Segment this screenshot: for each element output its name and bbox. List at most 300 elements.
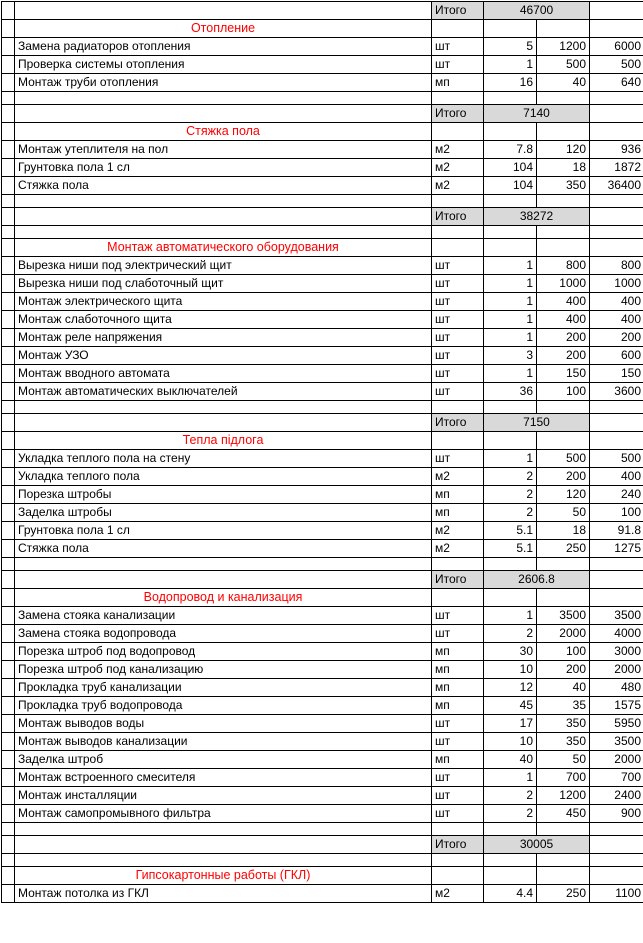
item-name-cell[interactable]: Монтаж реле напряжения [15, 329, 432, 347]
total-cell[interactable] [590, 414, 643, 432]
price-cell[interactable]: 150 [537, 365, 590, 383]
description-cell[interactable] [15, 195, 432, 208]
quantity-cell[interactable]: 36 [484, 383, 537, 401]
row-margin-cell[interactable] [2, 365, 15, 383]
item-name-cell[interactable]: Замена стояка водопровода [15, 625, 432, 643]
item-name-cell[interactable]: Стяжка пола [15, 540, 432, 558]
unit-cell[interactable] [432, 823, 484, 836]
description-cell[interactable] [15, 836, 432, 854]
unit-cell[interactable]: м2 [432, 177, 484, 195]
row-margin-cell[interactable] [2, 643, 15, 661]
row-margin-cell[interactable] [2, 159, 15, 177]
quantity-cell[interactable]: 4.4 [484, 885, 537, 903]
item-name-cell[interactable]: Заделка штробы [15, 504, 432, 522]
price-cell[interactable] [537, 195, 590, 208]
row-margin-cell[interactable] [2, 769, 15, 787]
total-cell[interactable]: 6000 [590, 38, 643, 56]
unit-cell[interactable]: шт [432, 275, 484, 293]
total-cell[interactable] [590, 867, 643, 885]
total-cell[interactable] [590, 92, 643, 105]
section-title-cell[interactable]: Водопровод и канализация [15, 589, 432, 607]
row-margin-cell[interactable] [2, 733, 15, 751]
unit-cell[interactable]: шт [432, 38, 484, 56]
quantity-cell[interactable] [484, 854, 537, 867]
item-name-cell[interactable]: Стяжка пола [15, 177, 432, 195]
unit-cell[interactable] [432, 195, 484, 208]
unit-cell[interactable]: мп [432, 74, 484, 92]
price-cell[interactable]: 200 [537, 347, 590, 365]
price-cell[interactable] [537, 20, 590, 38]
unit-cell[interactable]: шт [432, 769, 484, 787]
unit-cell[interactable]: шт [432, 733, 484, 751]
total-cell[interactable]: 4000 [590, 625, 643, 643]
quantity-cell[interactable]: 10 [484, 733, 537, 751]
row-margin-cell[interactable] [2, 504, 15, 522]
description-cell[interactable] [15, 571, 432, 589]
unit-cell[interactable]: шт [432, 329, 484, 347]
unit-cell[interactable]: м2 [432, 522, 484, 540]
item-name-cell[interactable]: Монтаж встроенного смесителя [15, 769, 432, 787]
item-name-cell[interactable]: Грунтовка пола 1 сл [15, 159, 432, 177]
price-cell[interactable]: 3500 [537, 607, 590, 625]
description-cell[interactable] [15, 414, 432, 432]
unit-cell[interactable]: мп [432, 661, 484, 679]
quantity-cell[interactable] [484, 589, 537, 607]
item-name-cell[interactable]: Монтаж труби отопления [15, 74, 432, 92]
price-cell[interactable] [537, 854, 590, 867]
price-cell[interactable]: 120 [537, 486, 590, 504]
row-margin-cell[interactable] [2, 805, 15, 823]
row-margin-cell[interactable] [2, 589, 15, 607]
description-cell[interactable] [15, 208, 432, 226]
row-margin-cell[interactable] [2, 836, 15, 854]
row-margin-cell[interactable] [2, 625, 15, 643]
row-margin-cell[interactable] [2, 311, 15, 329]
quantity-cell[interactable]: 10 [484, 661, 537, 679]
item-name-cell[interactable]: Монтаж электрического щита [15, 293, 432, 311]
unit-cell[interactable]: шт [432, 257, 484, 275]
item-name-cell[interactable]: Порезка штроб под водопровод [15, 643, 432, 661]
row-margin-cell[interactable] [2, 74, 15, 92]
price-cell[interactable] [537, 239, 590, 257]
row-margin-cell[interactable] [2, 558, 15, 571]
quantity-cell[interactable]: 1 [484, 450, 537, 468]
total-cell[interactable]: 2000 [590, 751, 643, 769]
price-cell[interactable]: 40 [537, 679, 590, 697]
unit-cell[interactable]: м2 [432, 540, 484, 558]
price-cell[interactable]: 500 [537, 56, 590, 74]
item-name-cell[interactable]: Вырезка ниши под электрический щит [15, 257, 432, 275]
total-cell[interactable]: 3600 [590, 383, 643, 401]
quantity-cell[interactable] [484, 20, 537, 38]
total-cell[interactable]: 3500 [590, 607, 643, 625]
quantity-cell[interactable]: 1 [484, 56, 537, 74]
unit-cell[interactable]: шт [432, 787, 484, 805]
unit-cell[interactable]: м2 [432, 141, 484, 159]
subtotal-value-cell[interactable]: 30005 [484, 836, 590, 854]
unit-cell[interactable]: шт [432, 450, 484, 468]
subtotal-label-cell[interactable]: Итого [432, 836, 484, 854]
price-cell[interactable]: 450 [537, 805, 590, 823]
price-cell[interactable] [537, 401, 590, 414]
item-name-cell[interactable]: Порезка штробы [15, 486, 432, 504]
row-margin-cell[interactable] [2, 347, 15, 365]
row-margin-cell[interactable] [2, 679, 15, 697]
unit-cell[interactable]: м2 [432, 159, 484, 177]
row-margin-cell[interactable] [2, 195, 15, 208]
item-name-cell[interactable]: Монтаж выводов воды [15, 715, 432, 733]
price-cell[interactable]: 350 [537, 177, 590, 195]
total-cell[interactable] [590, 432, 643, 450]
price-cell[interactable]: 250 [537, 540, 590, 558]
quantity-cell[interactable]: 2 [484, 787, 537, 805]
total-cell[interactable] [590, 226, 643, 239]
unit-cell[interactable] [432, 123, 484, 141]
quantity-cell[interactable] [484, 92, 537, 105]
unit-cell[interactable] [432, 854, 484, 867]
price-cell[interactable]: 1000 [537, 275, 590, 293]
unit-cell[interactable]: шт [432, 293, 484, 311]
quantity-cell[interactable]: 1 [484, 607, 537, 625]
subtotal-value-cell[interactable]: 38272 [484, 208, 590, 226]
unit-cell[interactable] [432, 226, 484, 239]
item-name-cell[interactable]: Замена стояка канализации [15, 607, 432, 625]
unit-cell[interactable] [432, 239, 484, 257]
total-cell[interactable]: 200 [590, 329, 643, 347]
item-name-cell[interactable]: Монтаж слаботочного щита [15, 311, 432, 329]
row-margin-cell[interactable] [2, 329, 15, 347]
quantity-cell[interactable] [484, 195, 537, 208]
total-cell[interactable] [590, 239, 643, 257]
unit-cell[interactable] [432, 92, 484, 105]
price-cell[interactable]: 400 [537, 311, 590, 329]
item-name-cell[interactable]: Заделка штроб [15, 751, 432, 769]
row-margin-cell[interactable] [2, 486, 15, 504]
total-cell[interactable]: 150 [590, 365, 643, 383]
item-name-cell[interactable]: Прокладка труб водопровода [15, 697, 432, 715]
row-margin-cell[interactable] [2, 468, 15, 486]
quantity-cell[interactable]: 40 [484, 751, 537, 769]
item-name-cell[interactable]: Монтаж самопромывного фильтра [15, 805, 432, 823]
total-cell[interactable] [590, 105, 643, 123]
quantity-cell[interactable] [484, 823, 537, 836]
price-cell[interactable]: 200 [537, 661, 590, 679]
quantity-cell[interactable]: 16 [484, 74, 537, 92]
price-cell[interactable]: 50 [537, 751, 590, 769]
row-margin-cell[interactable] [2, 105, 15, 123]
row-margin-cell[interactable] [2, 697, 15, 715]
quantity-cell[interactable]: 1 [484, 275, 537, 293]
subtotal-label-cell[interactable]: Итого [432, 208, 484, 226]
total-cell[interactable]: 36400 [590, 177, 643, 195]
subtotal-value-cell[interactable]: 46700 [484, 2, 590, 20]
quantity-cell[interactable]: 1 [484, 311, 537, 329]
total-cell[interactable] [590, 836, 643, 854]
subtotal-label-cell[interactable]: Итого [432, 105, 484, 123]
quantity-cell[interactable]: 2 [484, 504, 537, 522]
row-margin-cell[interactable] [2, 383, 15, 401]
item-name-cell[interactable]: Монтаж вводного автомата [15, 365, 432, 383]
unit-cell[interactable]: шт [432, 347, 484, 365]
quantity-cell[interactable] [484, 123, 537, 141]
section-title-cell[interactable]: Монтаж автоматического оборудования [15, 239, 432, 257]
total-cell[interactable]: 3000 [590, 643, 643, 661]
price-cell[interactable]: 800 [537, 257, 590, 275]
price-cell[interactable]: 35 [537, 697, 590, 715]
total-cell[interactable]: 1275 [590, 540, 643, 558]
description-cell[interactable] [15, 226, 432, 239]
row-margin-cell[interactable] [2, 661, 15, 679]
price-cell[interactable]: 350 [537, 733, 590, 751]
quantity-cell[interactable]: 1 [484, 365, 537, 383]
total-cell[interactable] [590, 589, 643, 607]
row-margin-cell[interactable] [2, 867, 15, 885]
row-margin-cell[interactable] [2, 885, 15, 903]
description-cell[interactable] [15, 105, 432, 123]
subtotal-label-cell[interactable]: Итого [432, 2, 484, 20]
quantity-cell[interactable]: 5.1 [484, 522, 537, 540]
item-name-cell[interactable]: Монтаж УЗО [15, 347, 432, 365]
unit-cell[interactable]: мп [432, 697, 484, 715]
unit-cell[interactable]: шт [432, 383, 484, 401]
quantity-cell[interactable] [484, 401, 537, 414]
total-cell[interactable]: 3500 [590, 733, 643, 751]
total-cell[interactable] [590, 195, 643, 208]
price-cell[interactable]: 200 [537, 329, 590, 347]
unit-cell[interactable]: шт [432, 805, 484, 823]
total-cell[interactable] [590, 854, 643, 867]
quantity-cell[interactable]: 7.8 [484, 141, 537, 159]
total-cell[interactable]: 936 [590, 141, 643, 159]
item-name-cell[interactable]: Монтаж автоматических выключателей [15, 383, 432, 401]
item-name-cell[interactable]: Прокладка труб канализации [15, 679, 432, 697]
total-cell[interactable]: 1575 [590, 697, 643, 715]
unit-cell[interactable]: мп [432, 504, 484, 522]
price-cell[interactable]: 120 [537, 141, 590, 159]
total-cell[interactable] [590, 401, 643, 414]
unit-cell[interactable]: мп [432, 643, 484, 661]
row-margin-cell[interactable] [2, 293, 15, 311]
unit-cell[interactable] [432, 401, 484, 414]
quantity-cell[interactable]: 1 [484, 293, 537, 311]
price-cell[interactable]: 250 [537, 885, 590, 903]
total-cell[interactable]: 600 [590, 347, 643, 365]
price-cell[interactable]: 1200 [537, 38, 590, 56]
price-cell[interactable]: 18 [537, 522, 590, 540]
price-cell[interactable] [537, 123, 590, 141]
item-name-cell[interactable]: Монтаж выводов канализации [15, 733, 432, 751]
row-margin-cell[interactable] [2, 257, 15, 275]
quantity-cell[interactable] [484, 226, 537, 239]
price-cell[interactable]: 700 [537, 769, 590, 787]
quantity-cell[interactable]: 17 [484, 715, 537, 733]
row-margin-cell[interactable] [2, 823, 15, 836]
row-margin-cell[interactable] [2, 275, 15, 293]
section-title-cell[interactable]: Гипсокартонные работы (ГКЛ) [15, 867, 432, 885]
total-cell[interactable]: 91.8 [590, 522, 643, 540]
unit-cell[interactable] [432, 20, 484, 38]
price-cell[interactable]: 40 [537, 74, 590, 92]
unit-cell[interactable]: м2 [432, 468, 484, 486]
total-cell[interactable]: 5950 [590, 715, 643, 733]
total-cell[interactable]: 400 [590, 293, 643, 311]
total-cell[interactable]: 900 [590, 805, 643, 823]
description-cell[interactable] [15, 401, 432, 414]
row-margin-cell[interactable] [2, 787, 15, 805]
total-cell[interactable] [590, 2, 643, 20]
total-cell[interactable]: 1000 [590, 275, 643, 293]
price-cell[interactable]: 2000 [537, 625, 590, 643]
unit-cell[interactable]: шт [432, 311, 484, 329]
quantity-cell[interactable]: 2 [484, 486, 537, 504]
total-cell[interactable] [590, 571, 643, 589]
total-cell[interactable] [590, 123, 643, 141]
price-cell[interactable] [537, 823, 590, 836]
unit-cell[interactable]: м2 [432, 885, 484, 903]
unit-cell[interactable] [432, 432, 484, 450]
item-name-cell[interactable]: Монтаж потолка из ГКЛ [15, 885, 432, 903]
row-margin-cell[interactable] [2, 715, 15, 733]
item-name-cell[interactable]: Порезка штроб под канализацию [15, 661, 432, 679]
unit-cell[interactable] [432, 558, 484, 571]
total-cell[interactable]: 700 [590, 769, 643, 787]
row-margin-cell[interactable] [2, 540, 15, 558]
row-margin-cell[interactable] [2, 20, 15, 38]
quantity-cell[interactable]: 5 [484, 38, 537, 56]
price-cell[interactable]: 100 [537, 643, 590, 661]
quantity-cell[interactable]: 12 [484, 679, 537, 697]
unit-cell[interactable]: шт [432, 607, 484, 625]
quantity-cell[interactable] [484, 867, 537, 885]
quantity-cell[interactable]: 2 [484, 805, 537, 823]
unit-cell[interactable]: мп [432, 679, 484, 697]
quantity-cell[interactable]: 2 [484, 468, 537, 486]
item-name-cell[interactable]: Грунтовка пола 1 сл [15, 522, 432, 540]
total-cell[interactable]: 480 [590, 679, 643, 697]
row-margin-cell[interactable] [2, 92, 15, 105]
price-cell[interactable] [537, 226, 590, 239]
quantity-cell[interactable] [484, 239, 537, 257]
row-margin-cell[interactable] [2, 2, 15, 20]
unit-cell[interactable]: шт [432, 625, 484, 643]
price-cell[interactable]: 350 [537, 715, 590, 733]
description-cell[interactable] [15, 2, 432, 20]
price-cell[interactable] [537, 867, 590, 885]
price-cell[interactable]: 200 [537, 468, 590, 486]
price-cell[interactable]: 50 [537, 504, 590, 522]
row-margin-cell[interactable] [2, 751, 15, 769]
row-margin-cell[interactable] [2, 123, 15, 141]
row-margin-cell[interactable] [2, 177, 15, 195]
item-name-cell[interactable]: Укладка теплого пола [15, 468, 432, 486]
price-cell[interactable] [537, 92, 590, 105]
total-cell[interactable]: 1100 [590, 885, 643, 903]
item-name-cell[interactable]: Монтаж инсталляции [15, 787, 432, 805]
price-cell[interactable] [537, 589, 590, 607]
price-cell[interactable]: 100 [537, 383, 590, 401]
unit-cell[interactable]: шт [432, 56, 484, 74]
price-cell[interactable]: 1200 [537, 787, 590, 805]
row-margin-cell[interactable] [2, 571, 15, 589]
quantity-cell[interactable]: 3 [484, 347, 537, 365]
description-cell[interactable] [15, 854, 432, 867]
quantity-cell[interactable]: 1 [484, 329, 537, 347]
unit-cell[interactable] [432, 589, 484, 607]
subtotal-label-cell[interactable]: Итого [432, 571, 484, 589]
subtotal-label-cell[interactable]: Итого [432, 414, 484, 432]
description-cell[interactable] [15, 92, 432, 105]
quantity-cell[interactable]: 1 [484, 769, 537, 787]
total-cell[interactable] [590, 208, 643, 226]
row-margin-cell[interactable] [2, 208, 15, 226]
description-cell[interactable] [15, 823, 432, 836]
item-name-cell[interactable]: Вырезка ниши под слаботочный щит [15, 275, 432, 293]
row-margin-cell[interactable] [2, 239, 15, 257]
description-cell[interactable] [15, 558, 432, 571]
quantity-cell[interactable]: 104 [484, 159, 537, 177]
item-name-cell[interactable]: Замена радиаторов отопления [15, 38, 432, 56]
item-name-cell[interactable]: Укладка теплого пола на стену [15, 450, 432, 468]
item-name-cell[interactable]: Проверка системы отопления [15, 56, 432, 74]
total-cell[interactable]: 2000 [590, 661, 643, 679]
total-cell[interactable] [590, 558, 643, 571]
unit-cell[interactable] [432, 867, 484, 885]
quantity-cell[interactable] [484, 432, 537, 450]
subtotal-value-cell[interactable]: 2606.8 [484, 571, 590, 589]
section-title-cell[interactable]: Тепла підлога [15, 432, 432, 450]
quantity-cell[interactable]: 2 [484, 625, 537, 643]
subtotal-value-cell[interactable]: 7140 [484, 105, 590, 123]
price-cell[interactable]: 400 [537, 293, 590, 311]
quantity-cell[interactable]: 1 [484, 257, 537, 275]
unit-cell[interactable]: мп [432, 486, 484, 504]
unit-cell[interactable]: мп [432, 751, 484, 769]
total-cell[interactable] [590, 823, 643, 836]
row-margin-cell[interactable] [2, 414, 15, 432]
section-title-cell[interactable]: Стяжка пола [15, 123, 432, 141]
quantity-cell[interactable]: 45 [484, 697, 537, 715]
row-margin-cell[interactable] [2, 56, 15, 74]
total-cell[interactable]: 800 [590, 257, 643, 275]
row-margin-cell[interactable] [2, 141, 15, 159]
quantity-cell[interactable]: 30 [484, 643, 537, 661]
row-margin-cell[interactable] [2, 401, 15, 414]
unit-cell[interactable]: шт [432, 365, 484, 383]
total-cell[interactable]: 640 [590, 74, 643, 92]
total-cell[interactable]: 500 [590, 56, 643, 74]
row-margin-cell[interactable] [2, 522, 15, 540]
total-cell[interactable]: 400 [590, 311, 643, 329]
total-cell[interactable]: 500 [590, 450, 643, 468]
total-cell[interactable]: 240 [590, 486, 643, 504]
row-margin-cell[interactable] [2, 432, 15, 450]
unit-cell[interactable]: шт [432, 715, 484, 733]
quantity-cell[interactable] [484, 558, 537, 571]
subtotal-value-cell[interactable]: 7150 [484, 414, 590, 432]
price-cell[interactable]: 18 [537, 159, 590, 177]
quantity-cell[interactable]: 104 [484, 177, 537, 195]
total-cell[interactable]: 100 [590, 504, 643, 522]
row-margin-cell[interactable] [2, 854, 15, 867]
price-cell[interactable]: 500 [537, 450, 590, 468]
item-name-cell[interactable]: Монтаж утеплителя на пол [15, 141, 432, 159]
row-margin-cell[interactable] [2, 450, 15, 468]
price-cell[interactable] [537, 432, 590, 450]
row-margin-cell[interactable] [2, 607, 15, 625]
total-cell[interactable]: 1872 [590, 159, 643, 177]
section-title-cell[interactable]: Отопление [15, 20, 432, 38]
row-margin-cell[interactable] [2, 226, 15, 239]
